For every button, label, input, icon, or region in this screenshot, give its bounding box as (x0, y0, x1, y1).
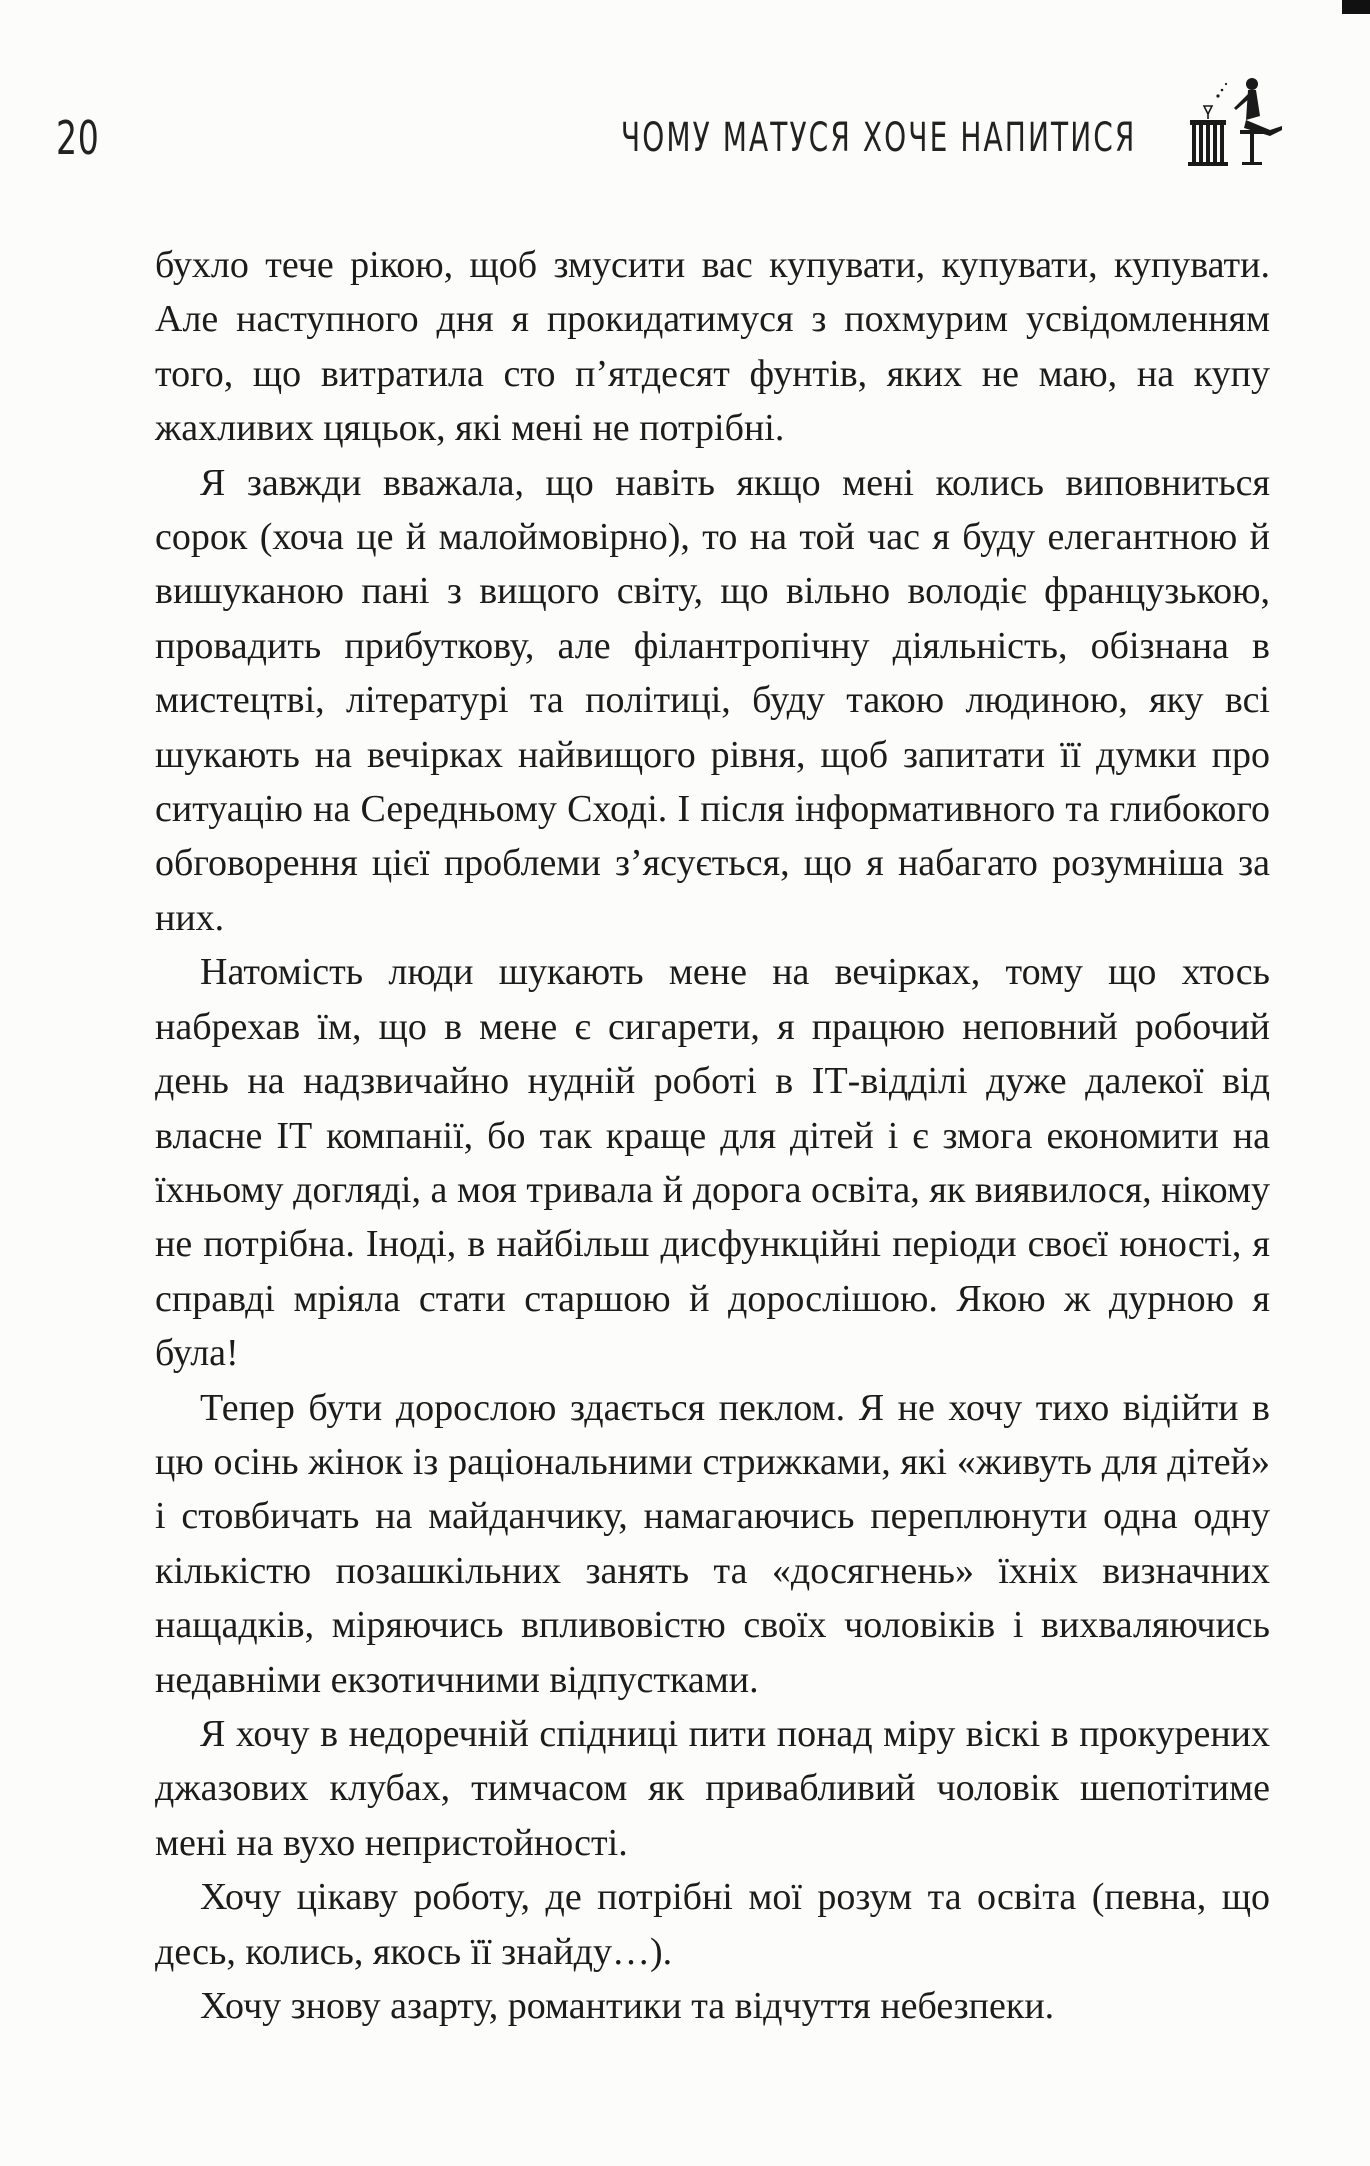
paragraph-6: Хочу цікаву роботу, де потрібні мої розум та освіта (певна, що десь, колись, якось її знайду…). (155, 1876, 1270, 1973)
page-body (155, 238, 1270, 2033)
scan-edge-mark (1342, 0, 1370, 14)
running-head (56, 108, 1286, 168)
page-number: 20 (56, 111, 100, 165)
paragraph-5: Я хочу в недоречній спідниці пити понад міру віскі в прокурених джазових клубах, тимчасом як привабливий чоловік шепотітиме мені на вухо непристойності. (155, 1712, 1270, 1864)
paragraph-2: Я завжди вважала, що навіть якщо мені колись виповниться сорок (хоча це й малоймовірно), то на той час я буду елегантною й вишуканою пані з вищого світу, що вільно володіє французькою, провадить прибуткову, але філантропічну діяльність, обізнана в мистецтві, літературі та політиці, буду такою людиною, яку всі шукають на вечірках найвищого рівня, щоб запитати її думки про ситуацію на Середньому Сході. І після інформативного та глибокого обговорення цієї проблеми з’ясується, що я набагато розумніша за них. (155, 461, 1270, 939)
paragraph-1: бухло тече рікою, щоб змусити вас купувати, купувати, купувати. Але наступного дня я прокидатимуся з похмурим усвідомленням того, що витратила сто п’ятдесят фунтів, яких не маю, на купу жахливих цяцьок, які мені не потрібні. (155, 244, 1270, 450)
chapter-title: ЧОМУ МАТУСЯ ХОЧЕ НАПИТИСЯ (620, 115, 1136, 161)
paragraph-3: Натомість люди шукають мене на вечірках, тому що хтось набрехав їм, що в мене є сигарети, я працюю неповний робочий день на надзвичайно нудній роботі в ІТ-відділі дуже далекої від власне ІТ компанії, бо так краще для дітей і є змога економити на їхньому догляді, а моя тривала й дорога освіта, як виявилося, нікому не потрібна. Іноді, в найбільш дисфункційні періоди своєї юності, я справді мріяла стати старшою й дорослішою. Якою ж дурною я була! (155, 951, 1270, 1375)
paragraph-4: Тепер бути дорослою здається пеклом. Я не хочу тихо відійти в цю осінь жінок із раціональними стрижками, які «живуть для дітей» і стовбичать на майданчику, намагаючись переплюнути одна одну кількістю позашкільних занять та «досягнень» їхніх визначних нащадків, міряючись впливовістю своїх чоловіків і вихваляючись недавніми екзотичними відпустками. (155, 1386, 1270, 1701)
paragraph-7: Хочу знову азарту, романтики та відчуття небезпеки. (200, 1985, 1055, 2027)
woman-at-bar-icon (1186, 68, 1286, 168)
